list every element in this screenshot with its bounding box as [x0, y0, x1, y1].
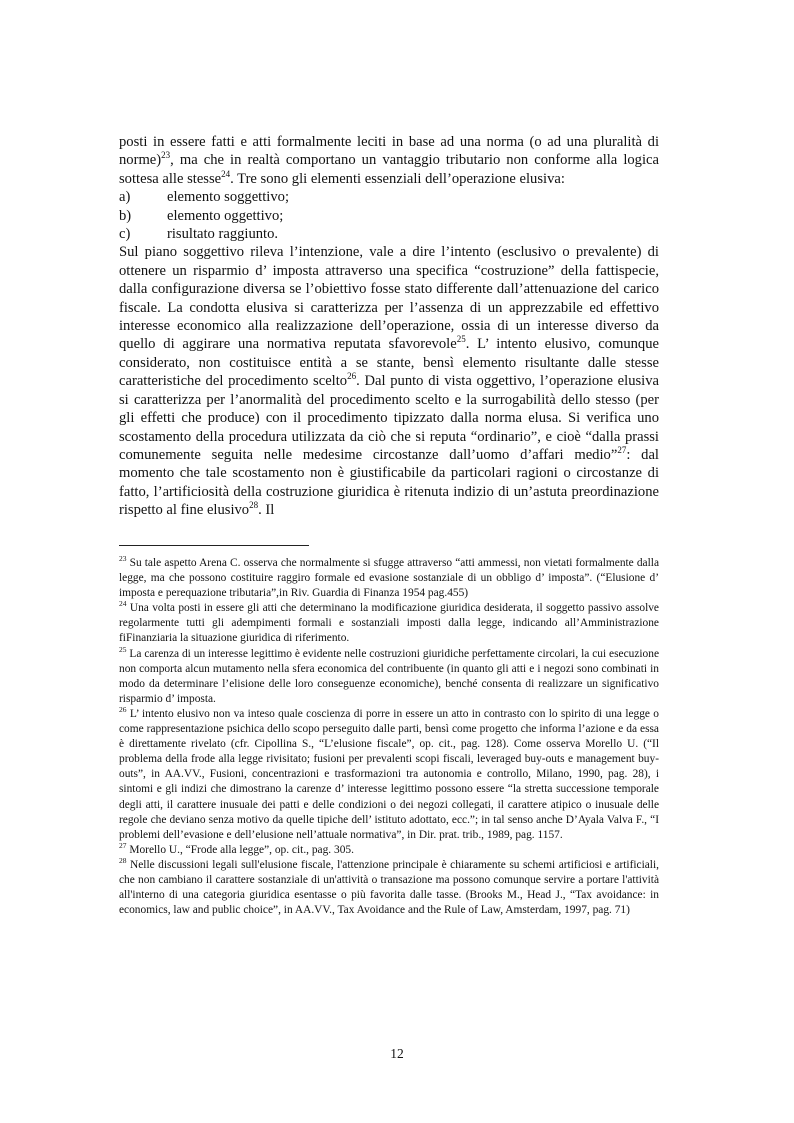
footnote-ref-24[interactable]: 24	[221, 168, 231, 179]
list-item-text: risultato raggiunto.	[167, 226, 279, 243]
footnote-28	[119, 858, 659, 918]
footnote-23	[119, 556, 659, 601]
footnote-number: 24	[119, 599, 127, 609]
footnote-text: Su tale aspetto Arena C. osserva che normalmente si sfugge attraverso “atti ammessi, non vietati formalmente dalla legge, ma che possono costituire raggiro formale ed evasione sostanziale di un obbligo d’ imposta”. (“Elusione d’ imposta e perequazione tributaria”,in Riv. Guardia di Finanza 1954 pag.455)	[119, 557, 659, 600]
footnote-ref-25[interactable]: 25	[456, 334, 466, 345]
footnote-ref-27[interactable]: 27	[617, 445, 627, 456]
paragraph-1: posti in essere fatti e atti formalmente leciti in base ad una norma (o ad una pluralità di norme)$^{23}$, ma che in realtà comportano un vantaggio tributario non conforme alla logica sottesa alle stesse$^{24}$. Tre sono gli elementi essenziali dell’operazione elusiva:	[119, 134, 659, 187]
list-item-text: elemento oggettivo;	[167, 207, 284, 224]
page-number: 12	[390, 1046, 404, 1061]
footnote-number: 28	[119, 856, 127, 866]
footnote-ref-28[interactable]: 28	[249, 500, 259, 511]
footnote-text: L’ intento elusivo non va inteso quale coscienza di porre in essere un atto in contrasto con lo spirito di una legge o come rappresentazione psichica dello scopo perseguito dalle parti, bensì come progetto che informa l’azione e da essa è direttamente rivelato (cfr. Cipollina S., “L’elusione fiscale”, op. cit., pag. 128). Come osserva Morello U. (“Il problema della frode alla legge rivisitato; fusioni per prevalenti scopi fiscali, leveraged buy-outs e management buy-outs”, in AA.VV., Fusioni, concentrazioni e trasformazioni tra autonomia e controllo, Milano, 1990, pag. 28), i sintomi e gli indizi che dimostrano la carenze d’ interesse legittimo possono essere “la stretta successione temporale degli atti, il carattere inusuale dei patti e delle condizioni o dei negozi collegati, il carattere atipico o inusuale delle regole che deviano senza motivo da quelle tipiche dell’ istituto adottato, ecc.”; in tal senso anche D’Ayala Valva F., “I problemi dell’evasione e dell’elusione nell’attuale normativa”, in Dir. prat. trib., 1989, pag. 1157.	[119, 707, 659, 841]
footnote-text: Morello U., “Frode alla legge”, op. cit., pag. 305.	[126, 843, 354, 856]
footnote-number: 23	[119, 554, 127, 564]
footnote-number: 26	[119, 705, 127, 715]
footnote-text: La carenza di un interesse legittimo è evidente nelle costruzioni giuridiche perfettamente circolari, la cui esecuzione non comporta alcun mutamento nella sfera economica del contribuente (in quanto gli atti e i negozi sono combinati in modo da determinare l’elisione delle loro conseguenze economiche), benché consenta di realizzare un significativo risparmio d’ imposta.	[119, 647, 659, 705]
paragraph-2: Sul piano soggettivo rileva l’intenzione, vale a dire l’intento (esclusivo o prevalente) di ottenere un risparmio d’ imposta attraverso una specifica “costruzione” della fattispecie, dalla configurazione diversa se l’obiettivo fosse stato differente dall’attenuazione del carico fiscale. La condotta elusiva si caratterizza per l’assenza di un apprezzabile ed effettivo interesse economico alla realizzazione dell’operazione, ossia di un interesse diverso da quello di aggirare una normativa reputata sfavorevole$^{25}$. L’ intento elusivo, comunque considerato, non costituisce entità a se stante, bensì elemento risultante dalle stesse caratteristiche del procedimento scelto$^{26}$. Dal punto di vista oggettivo, l’operazione elusiva si caratterizza per l’anormalità del procedimento scelto e la surrogabilità dello stesso (per gli effetti che produce) con il procedimento tipizzato dalla norma elusa. Si verifica uno scostamento della procedura utilizzata da ciò che si reputa “ordinario”, e cioè “dalla prassi comunemente seguita nelle medesime circostanze dall’uomo d’affari medio”$^{27}$: dal momento che tale scostamento non è giustificabile da particolari ragioni o circostanze di fatto, l’artificiosità della costruzione giuridica è ritenuta indizio di un’astuta preordinazione rispetto al fine elusivo$^{28}$. Il	[119, 244, 660, 519]
list-item-text: elemento soggettivo;	[167, 189, 289, 206]
body-text	[119, 133, 659, 520]
footnote-25	[119, 644, 659, 707]
list-marker: b)	[119, 207, 132, 224]
footnote-separator	[119, 545, 309, 546]
footnote-text: Una volta posti in essere gli atti che determinano la modificazione giuridica desiderata, il soggetto passivo assolve regolarmente tutti gli adempimenti formali e sostanziali imposti dalla legge, indicando all’Amministrazione fiFinanziaria la situazione giuridica di riferimento.	[119, 602, 659, 645]
list-marker: a)	[119, 189, 131, 206]
footnote-ref-26[interactable]: 26	[347, 371, 357, 382]
footnote-number: 25	[119, 644, 127, 654]
footnote-27	[119, 840, 659, 858]
footnote-26	[119, 707, 659, 843]
footnote-24	[119, 601, 659, 646]
footnotes	[119, 556, 659, 918]
footnote-ref-23[interactable]: 23	[161, 150, 171, 161]
footnote-text: Nelle discussioni legali sull'elusione fiscale, l'attenzione principale è chiaramente su schemi artificiosi e artificiali, che non cambiano il carattere sostanziale di un'attività o transazione ma possono comunque servire a portare l'attività all'interno di una categoria giuridica esentasse o più favorita dalle tasse. (Brooks M., Head J., “Tax avoidance: in economics, law and public choice”, in AA.VV., Tax Avoidance and the Rule of Law, Amsterdam, 1997, pag. 71)	[119, 858, 659, 917]
list-item	[119, 225, 659, 243]
footnote-number: 27	[119, 840, 127, 850]
list-item	[119, 188, 659, 206]
list-marker: c)	[119, 226, 131, 243]
list-item	[119, 207, 659, 225]
